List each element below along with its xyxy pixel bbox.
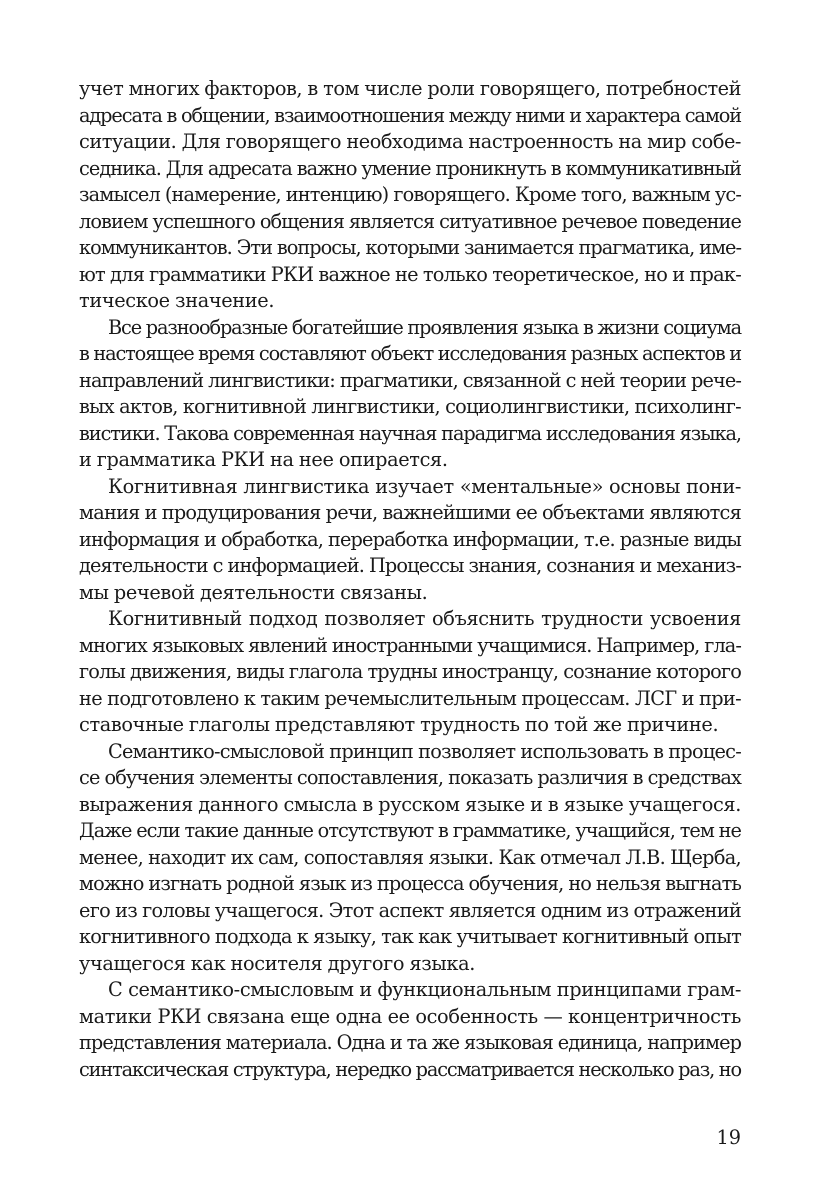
text-line: в настоящее время составляют объект исследования разных аспектов и <box>79 342 741 365</box>
text-line: замысел (намерение, интенцию) говорящего. Кроме того, важным ус- <box>79 183 741 206</box>
text-line: ловием успешного общения является ситуативное речевое поведение <box>79 209 741 233</box>
text-line: выражения данного смысла в русском языке и в языке учащегося. <box>79 792 741 816</box>
paragraph-1 <box>79 76 741 315</box>
text-line: мания и продуцирования речи, важнейшими ее объектами являются <box>79 501 741 524</box>
paragraph-4 <box>79 606 741 739</box>
text-line: ставочные глаголы представляют трудность по той же причине. <box>79 713 719 736</box>
text-line: не подготовлено к таким речемыслительным процессам. ЛСГ и при- <box>79 686 741 710</box>
paragraph-2 <box>79 315 741 474</box>
text-line: ют для грамматики РКИ важное не только теоретическое, но и прак- <box>79 262 741 286</box>
text-line: тическое значение. <box>79 289 275 312</box>
body-text <box>79 76 741 1083</box>
text-line: учащегося как носителя другого языка. <box>79 951 476 975</box>
text-line: информация и обработка, переработка информации, т.е. разные виды <box>79 527 741 551</box>
text-line: можно изгнать родной язык из процесса обучения, но нельзя выгнать <box>79 872 741 895</box>
text-line: вых актов, когнитивной лингвистики, социолингвистики, психолинг- <box>79 395 741 418</box>
text-line: се обучения элементы сопоставления, показать различия в средствах <box>79 766 741 789</box>
text-line: учет многих факторов, в том числе роли говорящего, потребностей <box>79 77 741 100</box>
paragraph-6 <box>79 977 741 1083</box>
text-line: многих языковых явлений иностранными учащимися. Например, гла- <box>79 633 741 657</box>
text-line: вистики. Такова современная научная парадигма исследования языка, <box>79 421 741 445</box>
text-line: седника. Для адресата важно умение проникнуть в коммуникативный <box>79 156 741 180</box>
paragraph-3 <box>79 474 741 607</box>
text-line: когнитивного подхода к языку, так как учитывает когнитивный опыт <box>79 925 741 948</box>
text-line: менее, находит их сам, сопоставляя языки. Как отмечал Л.В. Щерба, <box>79 845 741 869</box>
text-line: мы речевой деятельности связаны. <box>79 580 428 604</box>
text-line: Все разнообразные богатейшие проявления языка в жизни социума <box>108 315 741 339</box>
text-line: С семантико-смысловым и функциональным принципами грам- <box>108 978 741 1001</box>
text-line: Когнитивный подход позволяет объяснить трудности усвоения <box>108 607 741 630</box>
text-line: синтаксическая структура, нередко рассматривается несколько раз, но <box>79 1057 741 1081</box>
text-line: деятельности с информацией. Процессы знания, сознания и механиз- <box>79 554 741 577</box>
text-line: Даже если такие данные отсутствуют в грамматике, учащийся, тем не <box>79 819 741 842</box>
text-line: ситуации. Для говорящего необходима настроенность на мир собе- <box>79 130 741 153</box>
text-line: адресата в общении, взаимоотношения между ними и характера самой <box>79 103 741 127</box>
text-line: Семантико-смысловой принцип позволяет использовать в процес- <box>108 739 741 763</box>
paragraph-5 <box>79 739 741 978</box>
text-line: матики РКИ связана еще одна ее особенность — концентричность <box>79 1004 741 1028</box>
text-line: его из головы учащегося. Этот аспект является одним из отражений <box>79 898 741 922</box>
text-line: голы движения, виды глагола трудны иностранцу, сознание которого <box>79 660 741 683</box>
text-line: направлений лингвистики: прагматики, связанной с ней теории рече- <box>79 368 741 392</box>
text-line: представления материала. Одна и та же языковая единица, например <box>79 1031 741 1054</box>
page-number: 19 <box>716 1126 741 1149</box>
text-line: Когнитивная лингвистика изучает «ментальные» основы пони- <box>108 474 741 498</box>
text-line: коммуникантов. Эти вопросы, которыми занимается прагматика, име- <box>79 236 741 259</box>
text-line: и грамматика РКИ на нее опирается. <box>79 448 448 471</box>
